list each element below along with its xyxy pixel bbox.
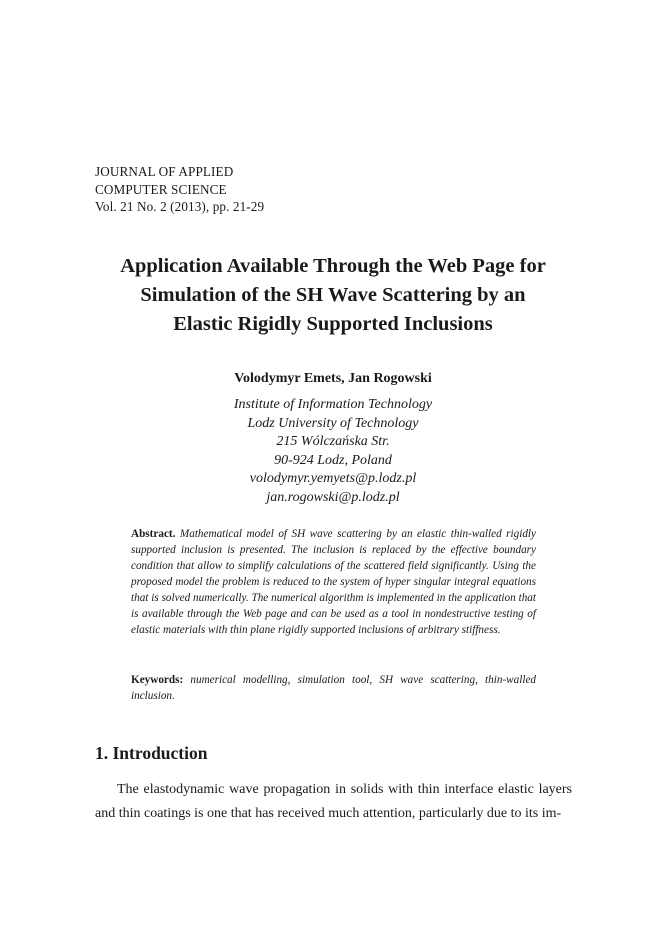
affiliation-institute: Institute of Information Technology (233, 397, 433, 412)
journal-header (95, 163, 264, 216)
title-line3: Elastic Rigidly Supported Inclusions (173, 313, 493, 335)
affiliation-university: Lodz University of Technology (247, 415, 419, 431)
keywords-label: Keywords: (131, 674, 191, 686)
keywords (131, 673, 536, 705)
title-line1: Application Available Through the Web Page for (120, 255, 546, 277)
journal-volume: Vol. 21 No. 2 (2013), pp. 21-29 (95, 199, 265, 214)
journal-name-line1: JOURNAL OF APPLIED (95, 164, 234, 179)
affiliation-city: 90-924 Lodz, Poland (274, 452, 392, 468)
abstract (131, 527, 536, 639)
keywords-text: numerical modelling, simulation tool, SH wave scattering, thin-walled inclusion. (131, 674, 537, 702)
abstract-label: Abstract. (131, 528, 180, 540)
affiliation-street: 215 Wólczańska Str. (276, 434, 390, 450)
author-email-2: jan.rogowski@p.lodz.pl (266, 489, 400, 505)
paper-title (60, 252, 606, 339)
introduction-paragraph: The elastodynamic wave propagation in solids with thin interface elastic layers and thin coatings is one that has received much attention, particularly due to its im- (95, 782, 572, 821)
authors: Volodymyr Emets, Jan Rogowski (234, 371, 432, 386)
journal-name-line2: COMPUTER SCIENCE (95, 181, 227, 197)
title-line2: Simulation of the SH Wave Scattering by an (140, 284, 526, 306)
section-heading-introduction: 1. Introduction (95, 743, 208, 763)
author-email-1: volodymyr.yemyets@p.lodz.pl (249, 471, 417, 487)
affiliation (0, 396, 666, 508)
abstract-text: Mathematical model of SH wave scattering by an elastic thin-walled rigidly supported inclusion is presented. The inclusion is replaced by the effective boundary condition that allow to simplify calculations of the scattered field significantly. Using the proposed model the problem is reduced to the system of hyper singular integral equations that is solved numerically. The numerical algorithm is implemented in the application that is available through the Web page and can be used as a tool in nondestructive testing of elastic materials with thin plane rigidly supported inclusions of arbitrary stiffness. (131, 528, 536, 636)
